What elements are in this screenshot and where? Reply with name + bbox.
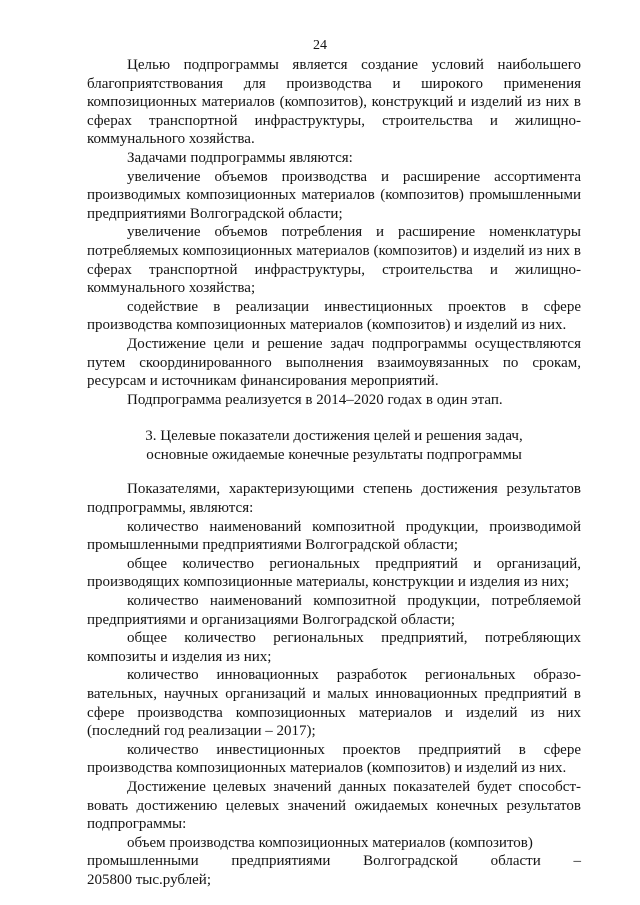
indicators-intro: Показателями, характеризующими степень достижения результатов подпрограммы, являются: xyxy=(87,481,581,517)
period-paragraph: Подпрограмма реализуется в 2014–2020 годах в один этап. xyxy=(127,391,503,408)
results-intro: Достижение целевых значений данных показателей будет способст-вовать достижению целевых значений ожидаемых конечных результатов подпрограммы: xyxy=(87,778,581,833)
result-item-second-line xyxy=(87,852,581,871)
indicator-item: количество инновационных разработок региональных образо-вательных, научных организаций и малых инновационных предприятий в сфере производства композиционных материалов и изделий из них (последний год реализации – 2017); xyxy=(87,667,581,740)
result-item-first-line: объем производства композиционных материалов (композитов) xyxy=(127,834,533,851)
result-dash: – xyxy=(573,853,581,870)
task-item: содействие в реализации инвестиционных проектов в сфере производства композиционных материалов (композитов) и изделий из них. xyxy=(87,298,581,334)
section-heading: 3. Целевые показатели достижения целей и решения задач, основные ожидаемые конечные результаты подпрограммы xyxy=(145,428,523,463)
indicator-item: количество инвестиционных проектов предприятий в сфере производства композиционных материалов (композитов) и изделий из них. xyxy=(87,741,581,777)
task-item: увеличение объемов потребления и расширение номенклатуры потребляемых композиционных материалов (композитов) и изделий из них в сферах транспортной инфраструктуры, строительства и жилищно-коммунального хозяйства; xyxy=(87,224,581,297)
indicator-item: общее количество региональных предприятий и организаций, производящих композиционные материалы, конструкции и изделия из них; xyxy=(87,555,581,591)
tasks-intro: Задачами подпрограммы являются: xyxy=(127,149,353,166)
result-value: 205800 тыс.рублей; xyxy=(87,871,211,888)
result-word: предприятиями xyxy=(231,853,331,870)
indicator-item: количество наименований композитной продукции, потребляемой предприятиями и организациями Волгоградской области; xyxy=(87,593,581,628)
result-word: области xyxy=(490,853,541,870)
indicator-item: общее количество региональных предприятий, потребляющих композиты и изделия из них; xyxy=(87,630,581,665)
goal-paragraph: Целью подпрограммы является создание условий наибольшего благоприятствования для производства и широкого применения композиционных материалов (композитов), конструкций и изделий из них в сферах транспортной инфраструктуры, строительства и жилищно-коммунального хозяйства. xyxy=(87,57,581,148)
result-word: Волгоградской xyxy=(363,853,458,870)
result-word: промышленными xyxy=(87,853,199,870)
task-item: увеличение объемов производства и расширение ассортимента производимых композиционных материалов (композитов) промышленными предприятиями Волгоградской области; xyxy=(87,168,581,222)
page-number: 24 xyxy=(313,38,327,53)
document-body xyxy=(87,56,581,890)
indicator-item: количество наименований композитной продукции, производимой промышленными предприятиями Волгоградской области; xyxy=(87,518,581,554)
achievement-paragraph: Достижение цели и решение задач подпрограммы осуществляются путем скоординированного выполнения взаимоувязанных по срокам, ресурсам и источникам финансирования мероприятий. xyxy=(87,335,581,390)
